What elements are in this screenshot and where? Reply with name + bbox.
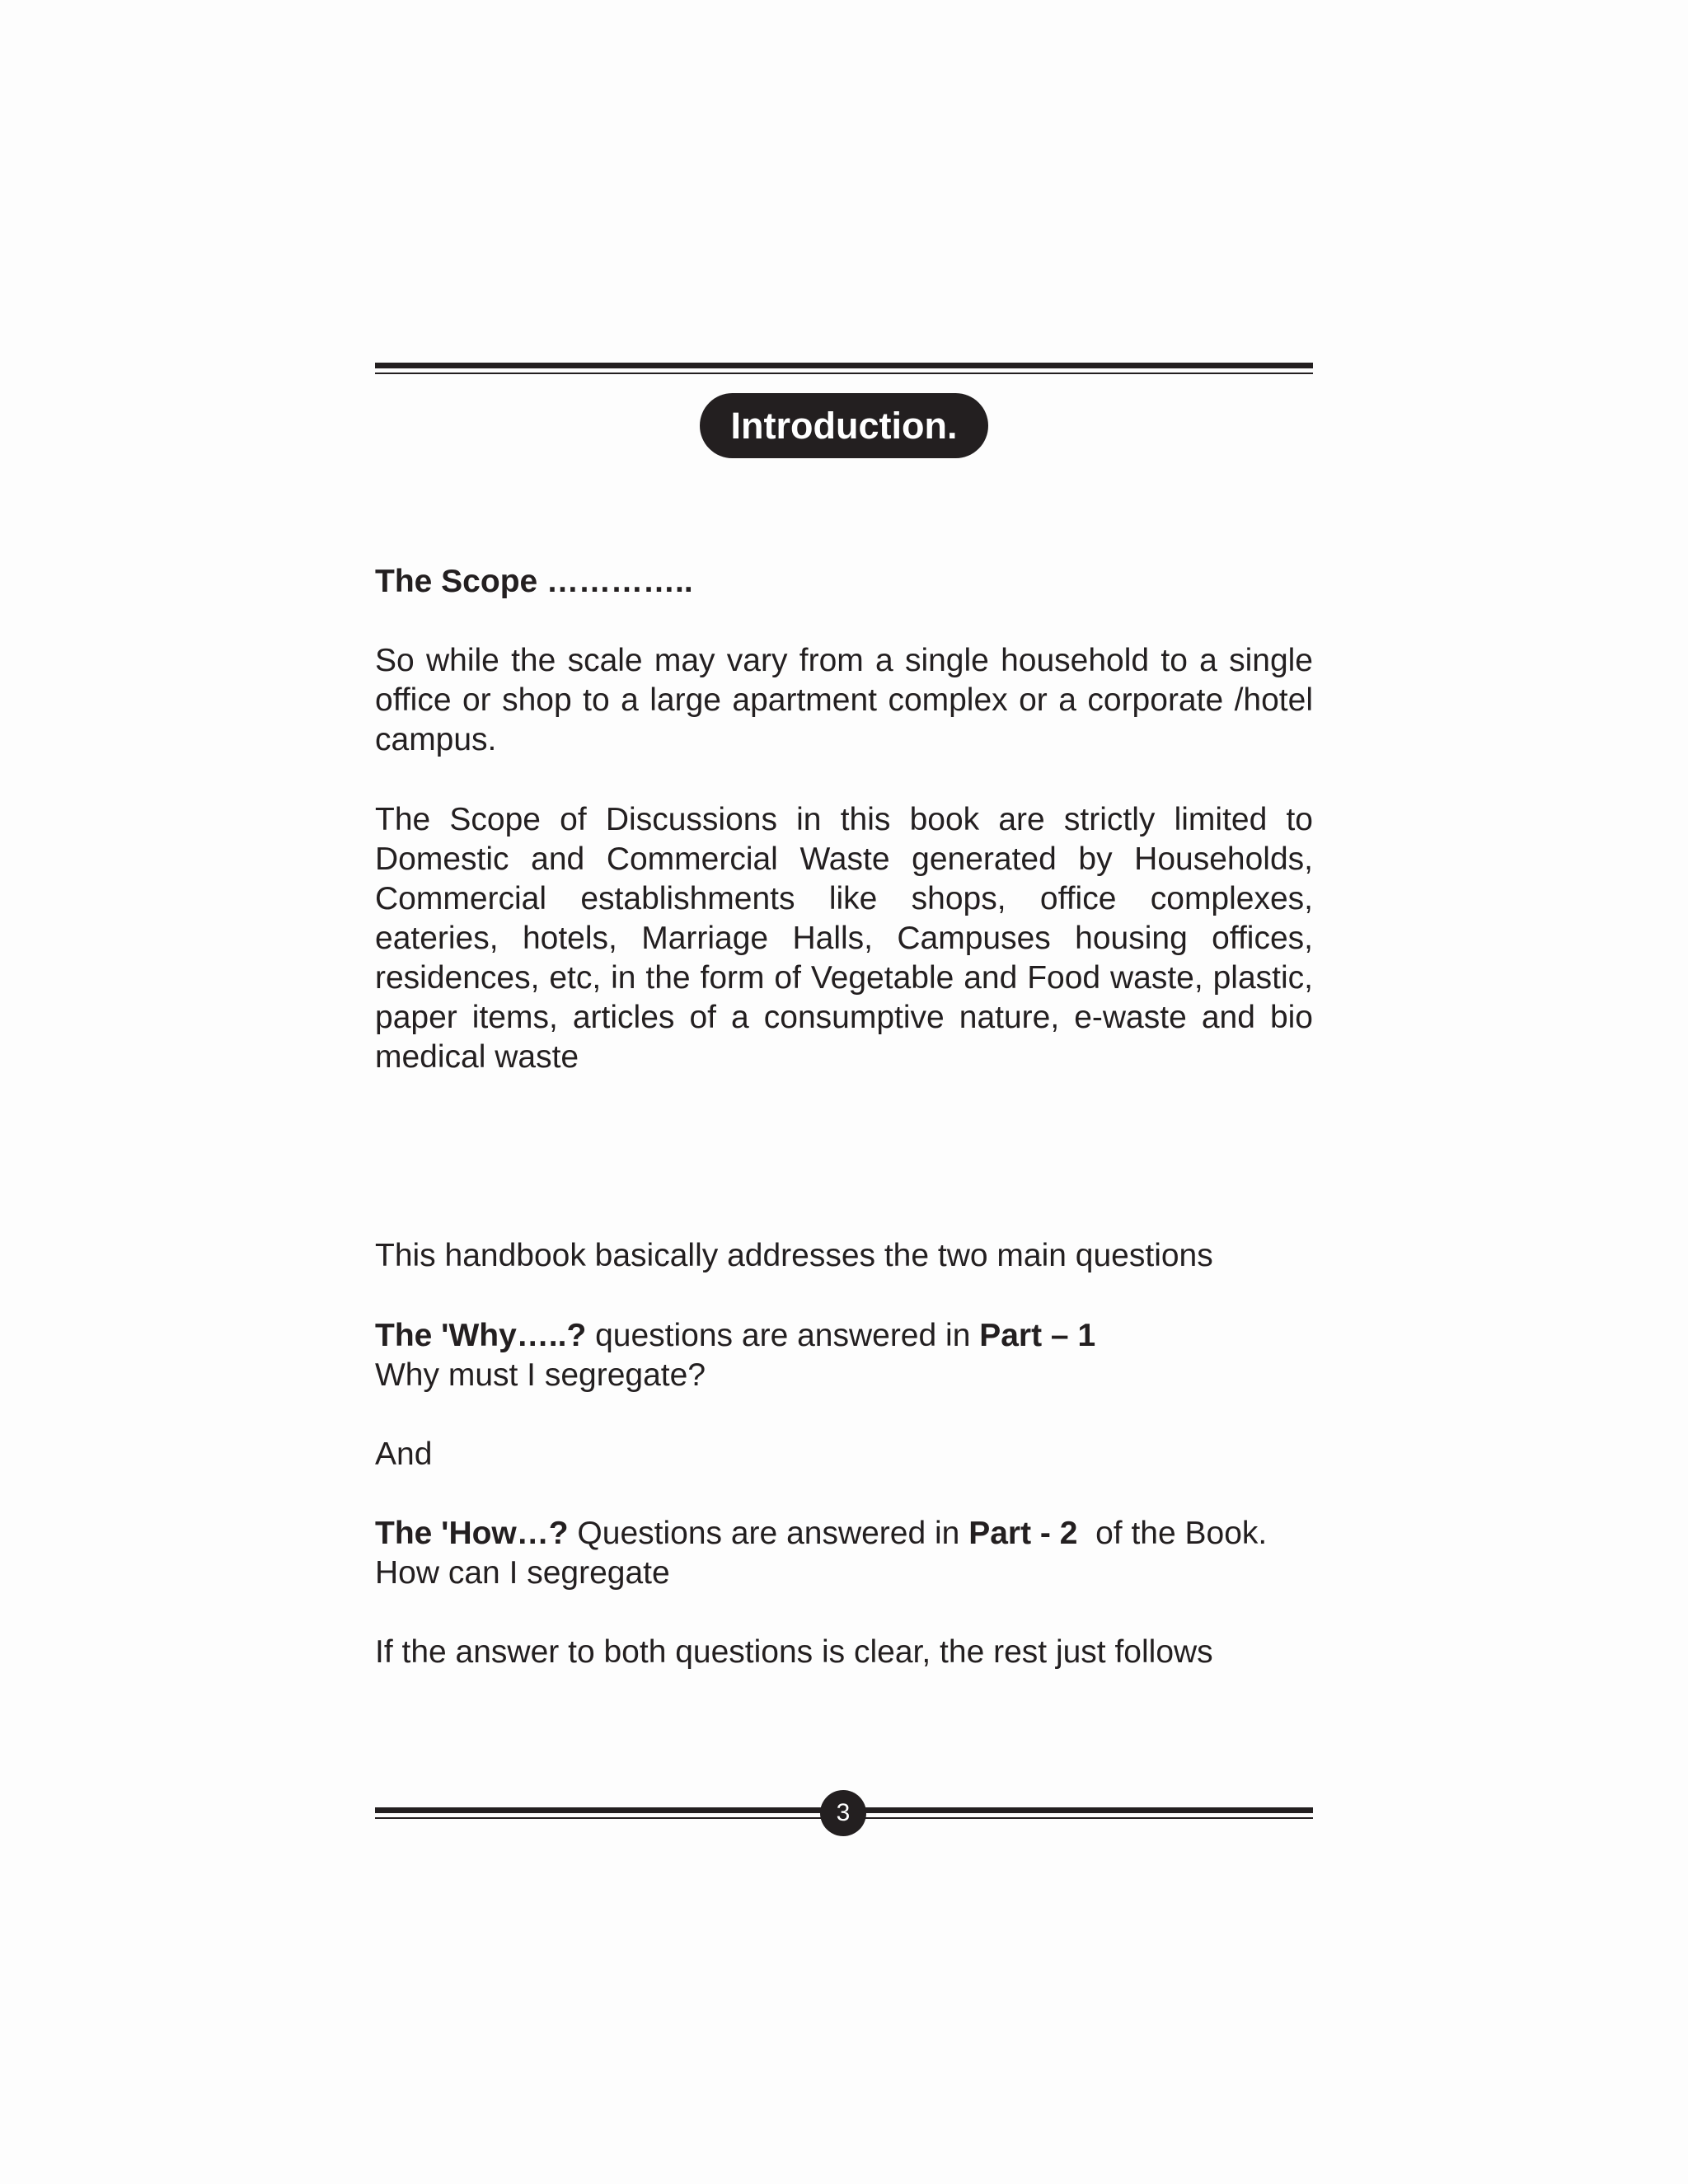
scope-heading: The Scope …………..	[375, 564, 693, 599]
page-number: 3	[820, 1790, 866, 1836]
why-middle: questions are answered in	[586, 1318, 980, 1353]
how-part: Part - 2	[968, 1516, 1078, 1551]
and-line: And	[375, 1436, 433, 1472]
why-line	[375, 1316, 1313, 1356]
how-question: How can I segregate	[375, 1555, 670, 1591]
handbook-intro: This handbook basically addresses the two main questions	[375, 1238, 1213, 1273]
how-label: The 'How…?	[375, 1516, 569, 1551]
why-part: Part – 1	[979, 1318, 1096, 1353]
how-line	[375, 1514, 1313, 1554]
scope-paragraph: The Scope of Discussions in this book are strictly limited to Domestic and Commercial Waste generated by Households, Commercial establishments like shops, office complexes, eateries, hotels, Marriage Halls, Campuses housing offices, residences, etc, in the form of Vegetable and Food waste, plastic, paper items, articles of a consumptive nature, e-waste and bio medical waste	[375, 802, 1313, 1075]
scope-paragraph: So while the scale may vary from a single household to a single office or shop to a large apartment complex or a corporate /hotel campus.	[375, 643, 1313, 757]
closing-line: If the answer to both questions is clear, the rest just follows	[375, 1634, 1213, 1670]
page-title: Introduction.	[700, 393, 988, 458]
how-suffix: of the Book.	[1077, 1516, 1268, 1551]
top-divider	[375, 363, 1313, 374]
why-label: The 'Why…..?	[375, 1318, 587, 1353]
how-middle: Questions are answered in	[568, 1516, 969, 1551]
why-question: Why must I segregate?	[375, 1357, 706, 1393]
